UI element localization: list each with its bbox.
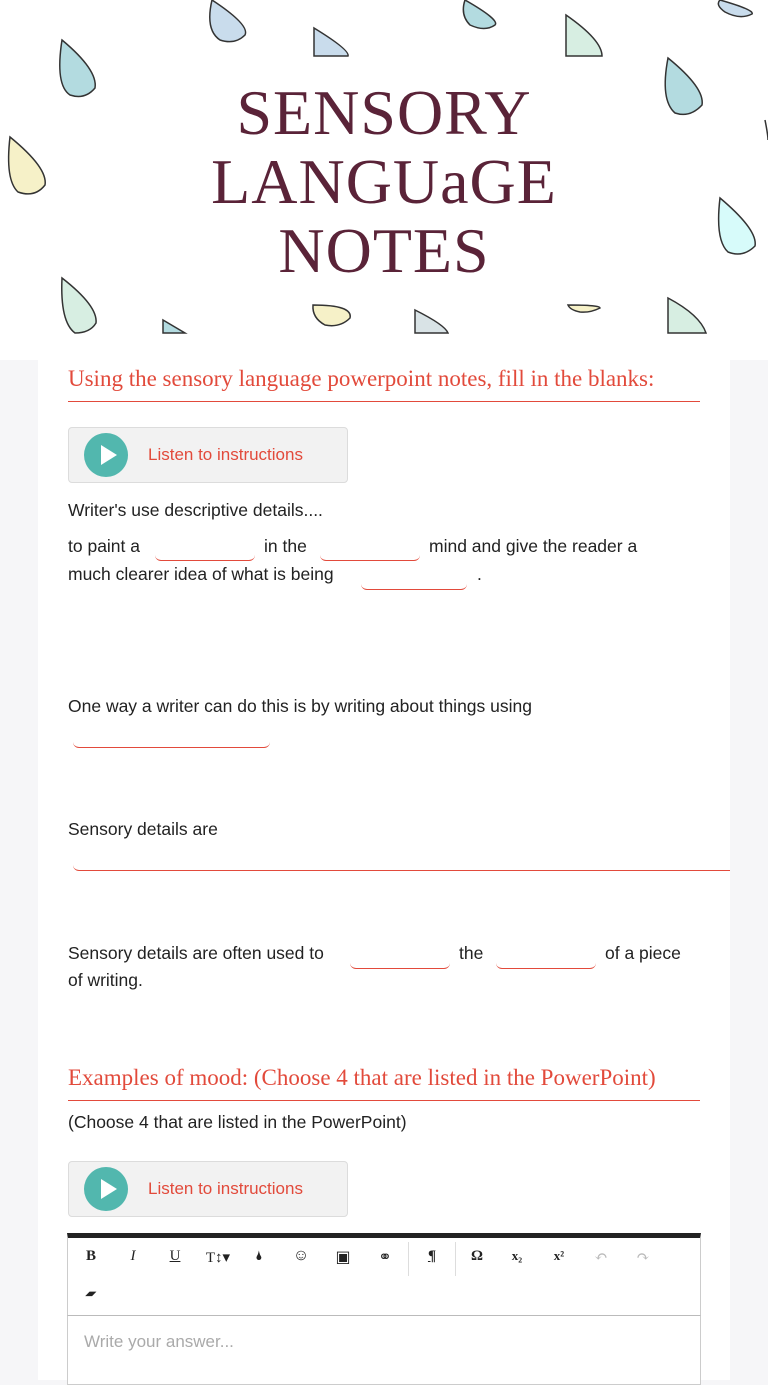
- question-4-text-b: the: [459, 943, 484, 963]
- question-4-text-c: of a piece: [605, 943, 681, 963]
- omega-icon[interactable]: Ω: [470, 1248, 483, 1264]
- section-title-fill-blanks: Using the sensory language powerpoint notes, fill in the blanks:: [68, 366, 700, 402]
- blank-input-3[interactable]: [361, 567, 467, 590]
- blank-input-5[interactable]: [73, 848, 730, 871]
- listen-instructions-button[interactable]: [68, 427, 348, 483]
- italic-button[interactable]: I: [130, 1248, 136, 1264]
- line1-text-c: mind and give the reader a: [429, 536, 638, 556]
- blank-input-4[interactable]: [73, 725, 270, 748]
- line1-text-b: in the: [264, 536, 307, 556]
- redo-icon[interactable]: ↷: [636, 1249, 650, 1266]
- line1-text-a: to paint a: [68, 536, 140, 556]
- play-icon: [84, 433, 128, 477]
- section-title-mood: Examples of mood: (Choose 4 that are listed in the PowerPoint): [68, 1065, 700, 1101]
- clear-format-icon[interactable]: ▰: [83, 1286, 100, 1300]
- toolbar-divider: [455, 1242, 456, 1276]
- bold-button[interactable]: B: [85, 1248, 96, 1264]
- listen-instructions-button-2[interactable]: [68, 1161, 348, 1217]
- undo-icon[interactable]: ↶: [594, 1249, 608, 1266]
- link-icon[interactable]: ⚭: [378, 1249, 392, 1266]
- page-title: SENSORY LANGUaGE NOTES: [211, 77, 557, 286]
- blank-input-1[interactable]: [155, 538, 255, 561]
- question-4-text-d: of writing.: [68, 970, 143, 990]
- blank-input-2[interactable]: [320, 538, 420, 561]
- mood-subtitle: (Choose 4 that are listed in the PowerPoint): [68, 1112, 407, 1132]
- question-2-text: One way a writer can do this is by writing about things using: [68, 696, 532, 716]
- answer-placeholder: Write your answer...: [84, 1332, 234, 1351]
- superscript-button[interactable]: x²: [553, 1248, 565, 1263]
- intro-text: Writer's use descriptive details....: [68, 500, 323, 520]
- text-size-button[interactable]: T↕▾: [205, 1250, 231, 1266]
- worksheet-card: [38, 360, 730, 1380]
- text-color-icon[interactable]: 🌢: [255, 1248, 263, 1263]
- header-banner: [0, 0, 768, 360]
- emoji-icon[interactable]: ☺: [292, 1247, 310, 1264]
- play-icon: [84, 1167, 128, 1211]
- line2-text-a: much clearer idea of what is being: [68, 564, 334, 584]
- blank-input-7[interactable]: [496, 946, 596, 969]
- listen-label: Listen to instructions: [148, 445, 303, 464]
- image-icon[interactable]: ▣: [335, 1249, 351, 1266]
- line2-text-b: .: [477, 564, 482, 584]
- listen-label: Listen to instructions: [148, 1179, 303, 1198]
- question-3-text: Sensory details are: [68, 819, 218, 839]
- subscript-button[interactable]: x₂: [511, 1248, 523, 1263]
- blank-input-6[interactable]: [350, 946, 450, 969]
- question-4-text-a: Sensory details are often used to: [68, 943, 324, 963]
- answer-textarea[interactable]: [67, 1315, 701, 1385]
- editor-toolbar: [67, 1233, 701, 1315]
- underline-button[interactable]: U: [169, 1248, 181, 1264]
- paragraph-icon[interactable]: ¶: [427, 1248, 437, 1264]
- toolbar-divider: [408, 1242, 409, 1276]
